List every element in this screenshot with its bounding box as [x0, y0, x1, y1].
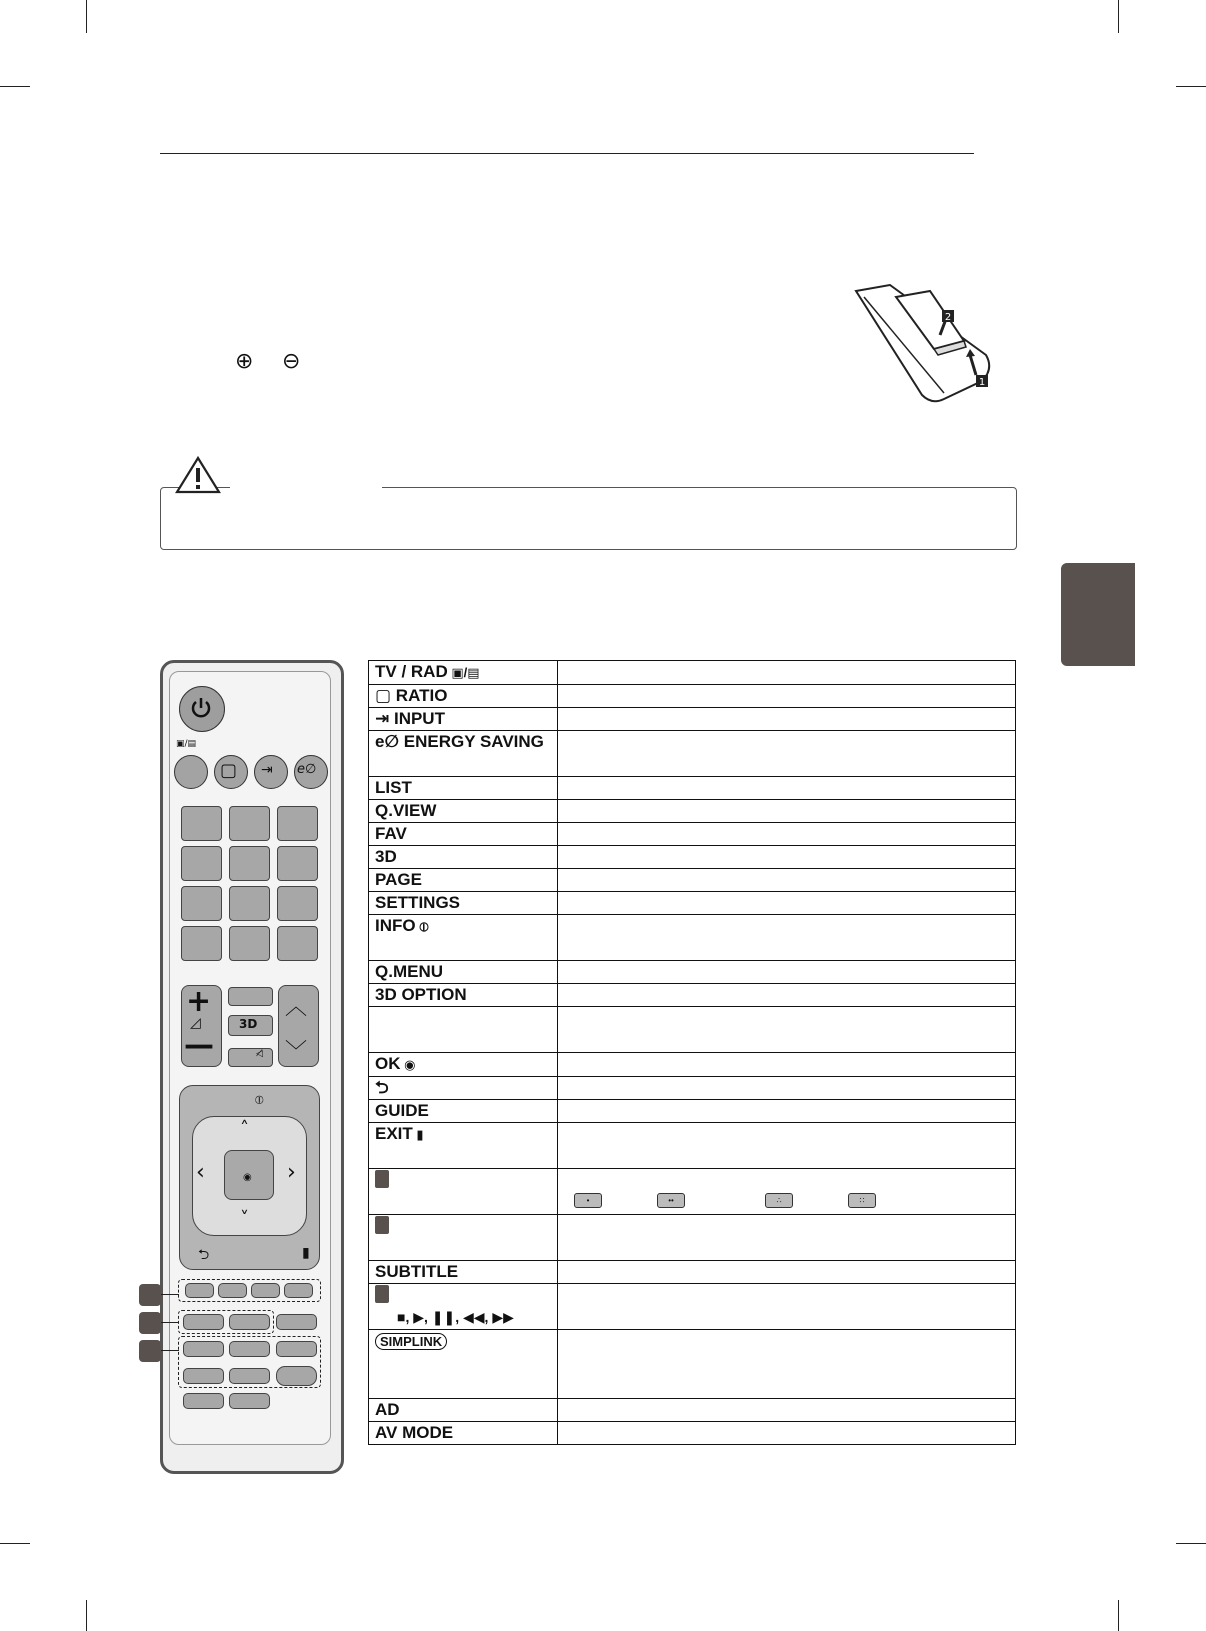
- step-2-label: 2: [944, 312, 952, 323]
- button-description-cell: [558, 869, 1016, 892]
- button-name-cell: [369, 1215, 558, 1261]
- blue-button[interactable]: [284, 1283, 313, 1298]
- table-row: [369, 846, 1016, 869]
- number-key-8[interactable]: [229, 886, 270, 921]
- button-description-cell: [558, 1123, 1016, 1169]
- table-row: [369, 1007, 1016, 1053]
- button-name-label: RATIO: [395, 686, 448, 705]
- minus-circle-icon: ⊖: [282, 349, 301, 374]
- button-name-label: AD: [375, 1400, 400, 1419]
- button-name-cell: [369, 800, 558, 823]
- button-name-label: GUIDE: [375, 1101, 429, 1120]
- crop-mark: [1118, 0, 1119, 33]
- energy-saving-icon: e∅: [297, 762, 317, 777]
- arrow-left-icon: ‹: [196, 1160, 205, 1185]
- table-row: [369, 892, 1016, 915]
- tv-rad-button[interactable]: [174, 755, 208, 789]
- callout-square-3: [375, 1285, 389, 1303]
- table-row: [369, 1169, 1016, 1215]
- button-name-label: 3D OPTION: [375, 985, 467, 1004]
- button-description-cell: [558, 984, 1016, 1007]
- button-name-cell: [369, 731, 558, 777]
- button-name-cell: [369, 1330, 558, 1399]
- power-icon: [189, 696, 213, 720]
- button-name-cell: [369, 1399, 558, 1422]
- subtitle-button[interactable]: [276, 1314, 317, 1330]
- energy-saving-icon: e∅: [375, 732, 404, 751]
- button-name-label: OK: [375, 1054, 401, 1073]
- callout-leader-1: [161, 1294, 179, 1295]
- button-name-label: TV / RAD: [375, 662, 448, 681]
- button-description-cell: [558, 1077, 1016, 1100]
- 3d-icon: 3D: [375, 847, 397, 866]
- ratio-icon: ▢: [375, 686, 396, 705]
- callout-leader-3: [161, 1350, 179, 1351]
- tv-radio-small-icon: ▣/▤: [176, 739, 197, 749]
- button-description-cell: [558, 1100, 1016, 1123]
- arrow-up-icon: ˄: [240, 1118, 249, 1139]
- info-icon: ⦶: [255, 1093, 264, 1107]
- callout-leader-2: [161, 1322, 179, 1323]
- button-name-label: INFO: [375, 916, 416, 935]
- button-description-cell: [558, 1215, 1016, 1261]
- battery-cover-illustration: [848, 283, 994, 405]
- button-description-cell: [558, 1007, 1016, 1053]
- table-row: [369, 685, 1016, 708]
- caution-box: [160, 487, 1017, 550]
- crop-mark: [0, 1543, 30, 1544]
- button-description-cell: [558, 1053, 1016, 1077]
- table-row: [369, 984, 1016, 1007]
- number-key-1[interactable]: [181, 806, 222, 841]
- number-key-2[interactable]: [229, 806, 270, 841]
- button-name-cell: [369, 1284, 558, 1330]
- button-name-cell: [369, 892, 558, 915]
- volume-down-icon: —: [184, 1028, 214, 1063]
- crop-mark: [1118, 1600, 1119, 1631]
- button-name-cell: [369, 1077, 558, 1100]
- rewind-button[interactable]: [183, 1368, 224, 1384]
- table-row: [369, 823, 1016, 846]
- playback-keys-label: ■, ▶, ❚❚, ◀◀, ▶▶: [397, 1309, 514, 1325]
- table-row: [369, 777, 1016, 800]
- button-name-cell: [369, 1053, 558, 1077]
- table-row: [369, 800, 1016, 823]
- table-row: [369, 731, 1016, 777]
- table-row: [369, 1284, 1016, 1330]
- button-description-cell: [558, 1261, 1016, 1284]
- tv-radio-icon: ▣/▤: [447, 665, 480, 680]
- callout-square-2: [139, 1312, 161, 1334]
- table-row: [369, 1399, 1016, 1422]
- button-name-label: PAGE: [375, 870, 422, 889]
- caution-heading-gap: [230, 480, 382, 490]
- button-name-cell: [369, 1422, 558, 1445]
- crop-mark: [86, 1600, 87, 1631]
- callout-square-1: [139, 1284, 161, 1306]
- ad-button[interactable]: [183, 1393, 224, 1409]
- number-key-6[interactable]: [277, 846, 318, 881]
- button-name-cell: [369, 777, 558, 800]
- number-key-3[interactable]: [277, 806, 318, 841]
- input-icon: ⇥: [375, 709, 394, 728]
- callout-square-1: [375, 1170, 389, 1188]
- button-name-cell: [369, 1169, 558, 1215]
- button-description-cell: [558, 1169, 1016, 1215]
- crop-mark: [1176, 1543, 1206, 1544]
- q-view-key[interactable]: [277, 926, 318, 961]
- button-name-label: ENERGY SAVING: [403, 732, 544, 751]
- yellow-button[interactable]: [251, 1283, 280, 1298]
- header-rule: [160, 153, 974, 154]
- table-row: [369, 661, 1016, 685]
- exit-icon: ▮: [302, 1245, 310, 1261]
- table-row: [369, 1261, 1016, 1284]
- button-name-cell: [369, 961, 558, 984]
- plus-circle-icon: ⊕: [235, 349, 254, 374]
- button-name-cell: [369, 869, 558, 892]
- crop-mark: [86, 0, 87, 33]
- button-description-cell: [558, 892, 1016, 915]
- button-description-cell: [558, 1422, 1016, 1445]
- pause-button[interactable]: [276, 1341, 317, 1357]
- callout-square-2: [375, 1216, 389, 1234]
- t-opt-button[interactable]: [229, 1314, 270, 1330]
- arrow-down-icon: ˅: [240, 1208, 249, 1229]
- ratio-icon: ▢: [220, 760, 238, 781]
- 3d-icon: 3D: [239, 1017, 258, 1031]
- button-name-cell: [369, 823, 558, 846]
- color-buttons-legend: [564, 1189, 1009, 1211]
- av-mode-button[interactable]: [229, 1393, 270, 1409]
- info-icon: ⦶: [415, 919, 429, 934]
- yellow-button-icon: ∴: [765, 1193, 793, 1208]
- button-description-cell: [558, 1399, 1016, 1422]
- green-button-icon: ••: [657, 1193, 685, 1208]
- red-button-icon: •: [574, 1193, 602, 1208]
- fast-forward-button[interactable]: [229, 1368, 270, 1384]
- simplink-button[interactable]: [276, 1366, 317, 1386]
- back-icon: ⮌: [375, 1078, 389, 1097]
- button-name-label: LIST: [375, 778, 412, 797]
- simplink-icon: SIMPLINK: [375, 1333, 447, 1350]
- button-name-cell: [369, 1100, 558, 1123]
- button-name-label: SUBTITLE: [375, 1262, 459, 1281]
- table-row: [369, 1123, 1016, 1169]
- section-tab-marker: [1061, 563, 1135, 666]
- arrow-right-icon: ›: [287, 1160, 296, 1185]
- number-key-4[interactable]: [181, 846, 222, 881]
- volume-icon: ◿: [190, 1015, 201, 1031]
- ok-icon: ◉: [243, 1172, 252, 1183]
- table-row: [369, 1077, 1016, 1100]
- stop-button[interactable]: [183, 1341, 224, 1357]
- button-name-cell: [369, 685, 558, 708]
- button-description-cell: [558, 915, 1016, 961]
- button-description-cell: [558, 1284, 1016, 1330]
- button-name-label: EXIT: [375, 1124, 413, 1143]
- step-1-label: 1: [978, 377, 986, 388]
- button-description-cell: [558, 731, 1016, 777]
- back-icon: ⮌: [198, 1247, 210, 1263]
- table-row: [369, 1422, 1016, 1445]
- channel-up-icon: ︿: [285, 995, 308, 1020]
- number-key-0[interactable]: [229, 926, 270, 961]
- button-description-cell: [558, 800, 1016, 823]
- table-row: [369, 869, 1016, 892]
- crop-mark: [1176, 86, 1206, 87]
- green-button[interactable]: [218, 1283, 247, 1298]
- play-button[interactable]: [229, 1341, 270, 1357]
- button-name-cell: [369, 661, 558, 685]
- button-description-cell: [558, 1330, 1016, 1399]
- button-name-label: SETTINGS: [375, 893, 461, 912]
- table-row: [369, 961, 1016, 984]
- button-description-cell: [558, 777, 1016, 800]
- table-row: [369, 708, 1016, 731]
- button-name-cell: [369, 1261, 558, 1284]
- input-icon: ⇥: [261, 762, 273, 778]
- warning-triangle-icon: [174, 455, 222, 495]
- button-name-cell: [369, 915, 558, 961]
- number-key-9[interactable]: [277, 886, 318, 921]
- table-row: [369, 1053, 1016, 1077]
- crop-mark: [0, 86, 30, 87]
- button-name-label: INPUT: [393, 709, 445, 728]
- callout-square-3: [139, 1340, 161, 1362]
- mute-icon: ◁̸: [256, 1049, 263, 1059]
- list-key[interactable]: [181, 926, 222, 961]
- button-name-cell: [369, 846, 558, 869]
- button-description-cell: [558, 685, 1016, 708]
- button-description-cell: [558, 961, 1016, 984]
- channel-down-icon: ﹀: [285, 1040, 308, 1065]
- button-description-cell: [558, 708, 1016, 731]
- mute-key[interactable]: [228, 1048, 273, 1067]
- button-description-cell: [558, 846, 1016, 869]
- exit-icon: ▮: [412, 1127, 424, 1142]
- button-name-label: FAV: [375, 824, 407, 843]
- button-description-cell: [558, 823, 1016, 846]
- table-row: [369, 1330, 1016, 1399]
- number-key-7[interactable]: [181, 886, 222, 921]
- button-description-cell: [558, 661, 1016, 685]
- fav-key[interactable]: [228, 987, 273, 1006]
- volume-up-icon: +: [186, 984, 212, 1019]
- table-row: [369, 1215, 1016, 1261]
- button-name-label: AV MODE: [375, 1423, 454, 1442]
- button-name-cell: [369, 984, 558, 1007]
- button-name-label: Q.MENU: [375, 962, 443, 981]
- number-key-5[interactable]: [229, 846, 270, 881]
- text-button[interactable]: [183, 1314, 224, 1330]
- button-name-cell: [369, 708, 558, 731]
- blue-button-icon: ∷: [848, 1193, 876, 1208]
- button-function-table: [368, 660, 1016, 1445]
- table-row: [369, 915, 1016, 961]
- red-button[interactable]: [185, 1283, 214, 1298]
- table-row: [369, 1100, 1016, 1123]
- button-name-cell: [369, 1123, 558, 1169]
- button-name-label: Q.VIEW: [375, 801, 437, 820]
- button-name-cell: [369, 1007, 558, 1053]
- ok-icon: ◉: [400, 1057, 416, 1072]
